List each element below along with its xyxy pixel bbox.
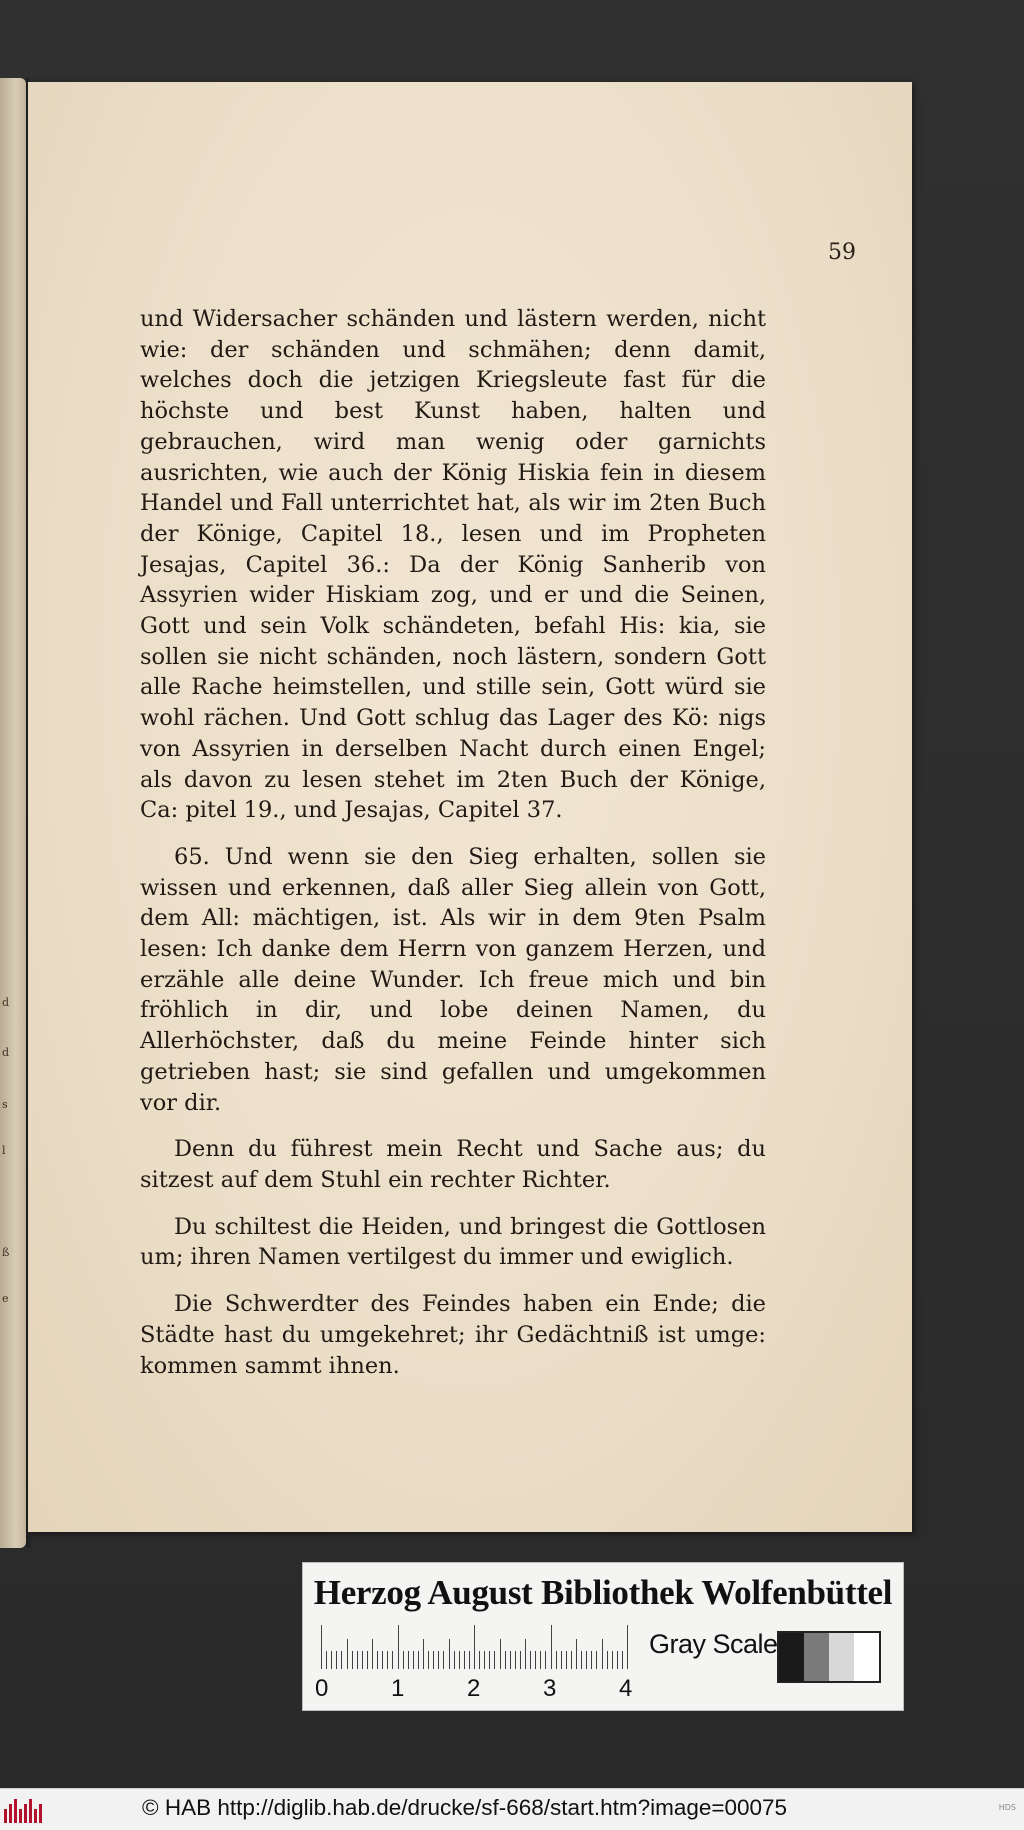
edge-glyph: d: [2, 996, 10, 1009]
ruler-tick: [525, 1639, 526, 1669]
ruler-tick: [556, 1651, 557, 1669]
gray-scale-label: Gray Scale: [649, 1629, 778, 1659]
ruler-tick: [403, 1651, 404, 1669]
ruler-tick: [357, 1651, 358, 1669]
ruler-tick: [535, 1651, 536, 1669]
ruler-tick: [398, 1625, 399, 1669]
ruler-tick: [433, 1651, 434, 1669]
ruler-tick: [479, 1651, 480, 1669]
ruler-number: 3: [543, 1675, 557, 1702]
ruler-tick: [459, 1651, 460, 1669]
source-link[interactable]: © HAB http://diglib.hab.de/drucke/sf-668/start.htm?image=00075: [142, 1795, 788, 1820]
gray-swatch: [804, 1633, 829, 1681]
ruler-tick: [520, 1651, 521, 1669]
ruler-tick: [336, 1651, 337, 1669]
ruler-tick: [617, 1651, 618, 1669]
ruler-tick: [392, 1651, 393, 1669]
ruler-tick: [515, 1651, 516, 1669]
ruler-tick: [500, 1639, 501, 1669]
ruler-tick: [602, 1639, 603, 1669]
ruler-tick: [586, 1651, 587, 1669]
ruler-tick: [372, 1639, 373, 1669]
previous-page-edge: [0, 78, 26, 1548]
logo-bar: [4, 1809, 7, 1823]
ruler-tick: [469, 1651, 470, 1669]
edge-glyph: s: [2, 1098, 8, 1111]
paragraph: Die Schwerdter des Feindes haben ein Ende; die Städte hast du umgekehret; ihr Gedächtniß ist umge: kommen sammt ihnen.: [140, 1291, 766, 1379]
ruler-tick: [428, 1651, 429, 1669]
target-title: Herzog August Bibliothek Wolfenbüttel: [313, 1573, 893, 1612]
color-scale-target: [302, 1562, 904, 1711]
logo-bar: [9, 1804, 12, 1823]
ruler-tick: [591, 1651, 592, 1669]
ruler-tick: [443, 1651, 444, 1669]
logo-bar: [39, 1804, 42, 1823]
ruler-tick: [454, 1651, 455, 1669]
ruler-number: 2: [467, 1675, 481, 1702]
ruler-number: 4: [619, 1675, 633, 1702]
ruler-tick: [438, 1651, 439, 1669]
ruler-tick: [408, 1651, 409, 1669]
ruler-tick: [571, 1651, 572, 1669]
ruler-tick: [581, 1651, 582, 1669]
ruler-tick: [530, 1651, 531, 1669]
ruler-tick: [387, 1651, 388, 1669]
ruler-tick: [449, 1639, 450, 1669]
ruler: [321, 1625, 627, 1669]
edge-glyph: d: [2, 1046, 10, 1059]
ruler-tick: [418, 1651, 419, 1669]
edge-glyph: ß: [2, 1246, 10, 1259]
ruler-tick: [596, 1651, 597, 1669]
page-number: 59: [828, 240, 856, 265]
ruler-tick: [607, 1651, 608, 1669]
logo-bar: [29, 1799, 32, 1823]
ruler-number: 1: [391, 1675, 405, 1702]
ruler-tick: [377, 1651, 378, 1669]
ruler-tick: [326, 1651, 327, 1669]
book-page: [28, 82, 912, 1532]
ruler-tick: [321, 1625, 322, 1669]
ruler-tick: [413, 1651, 414, 1669]
footer-bar: [0, 1788, 1024, 1830]
paragraph: und Widersacher schänden und lästern werden, nicht wie: der schänden und schmähen; denn damit, welches doch die jetzigen Kriegsleute fast für die höchste und best Kunst haben, halten und gebrauchen, wird man wenig oder garnichts ausrichten, wie auch der König Hiskia fein in diesem Handel und Fall unterrichtet hat, als wir im 2ten Buch der Könige, Capitel 18., lesen und im Propheten Jesajas, Capitel 36.: Da der König Sanherib von Assyrien wider Hiskiam zog, und er und die Seinen, Gott und sein Volk schändeten, befahl His: kia, sie sollen sie nicht schänden, noch lästern, sondern Gott alle Rache heimstellen, und stille sein, Gott würd sie wohl rächen. Und Gott schlug das Lager des Kö: nigs von Assyrien in derselben Nacht durch einen Engel; als davon zu lesen stehet im 2ten Buch der Könige, Ca: pitel 19., und Jesajas, Capitel 37.: [140, 306, 766, 824]
ruler-tick: [540, 1651, 541, 1669]
ruler-tick: [622, 1651, 623, 1669]
paragraph: 65. Und wenn sie den Sieg erhalten, sollen sie wissen und erkennen, daß aller Sieg allein von Gott, dem All: mächtigen, ist. Als wir in dem 9ten Psalm lesen: Ich danke dem Herrn von ganzem Herzen, und erzähle alle deine Wunder. Ich freue mich und bin fröhlich in dir, und lobe deinen Namen, du Allerhöchster, daß du meine Feinde hinter sich getrieben hast; sie sind gefallen und umgekommen vor dir.: [140, 843, 766, 1116]
ruler-tick: [382, 1651, 383, 1669]
ruler-tick: [576, 1639, 577, 1669]
gray-scale-swatches: [777, 1631, 881, 1683]
ruler-tick: [423, 1639, 424, 1669]
ruler-tick: [331, 1651, 332, 1669]
ruler-tick: [566, 1651, 567, 1669]
ruler-tick: [494, 1651, 495, 1669]
gray-swatch: [779, 1633, 804, 1681]
ruler-tick: [367, 1651, 368, 1669]
ruler-tick: [352, 1651, 353, 1669]
logo-bar: [24, 1804, 27, 1823]
ruler-tick: [510, 1651, 511, 1669]
gray-swatch: [829, 1633, 854, 1681]
hab-logo-icon: [4, 1797, 46, 1823]
ruler-number: 0: [315, 1675, 329, 1702]
ruler-tick: [489, 1651, 490, 1669]
gray-swatch: [854, 1633, 879, 1681]
ruler-tick: [561, 1651, 562, 1669]
ruler-tick: [341, 1651, 342, 1669]
ruler-tick: [347, 1639, 348, 1669]
edge-glyph: e: [2, 1292, 9, 1305]
footer-mark: HDS: [998, 1803, 1016, 1812]
ruler-tick: [545, 1651, 546, 1669]
ruler-tick: [362, 1651, 363, 1669]
ruler-tick: [464, 1651, 465, 1669]
paragraph: Denn du führest mein Recht und Sache aus; du sitzest auf dem Stuhl ein rechter Richter.: [140, 1136, 766, 1193]
ruler-tick: [627, 1625, 628, 1669]
edge-glyph: l: [2, 1144, 6, 1157]
ruler-tick: [551, 1625, 552, 1669]
logo-bar: [34, 1809, 37, 1823]
ruler-tick: [505, 1651, 506, 1669]
ruler-tick: [612, 1651, 613, 1669]
page-text: [140, 304, 766, 1397]
ruler-tick: [474, 1625, 475, 1669]
logo-bar: [14, 1799, 17, 1823]
logo-bar: [19, 1809, 22, 1823]
paragraph: Du schiltest die Heiden, und bringest die Gottlosen um; ihren Namen vertilgest du immer und ewiglich.: [140, 1213, 766, 1271]
ruler-tick: [484, 1651, 485, 1669]
